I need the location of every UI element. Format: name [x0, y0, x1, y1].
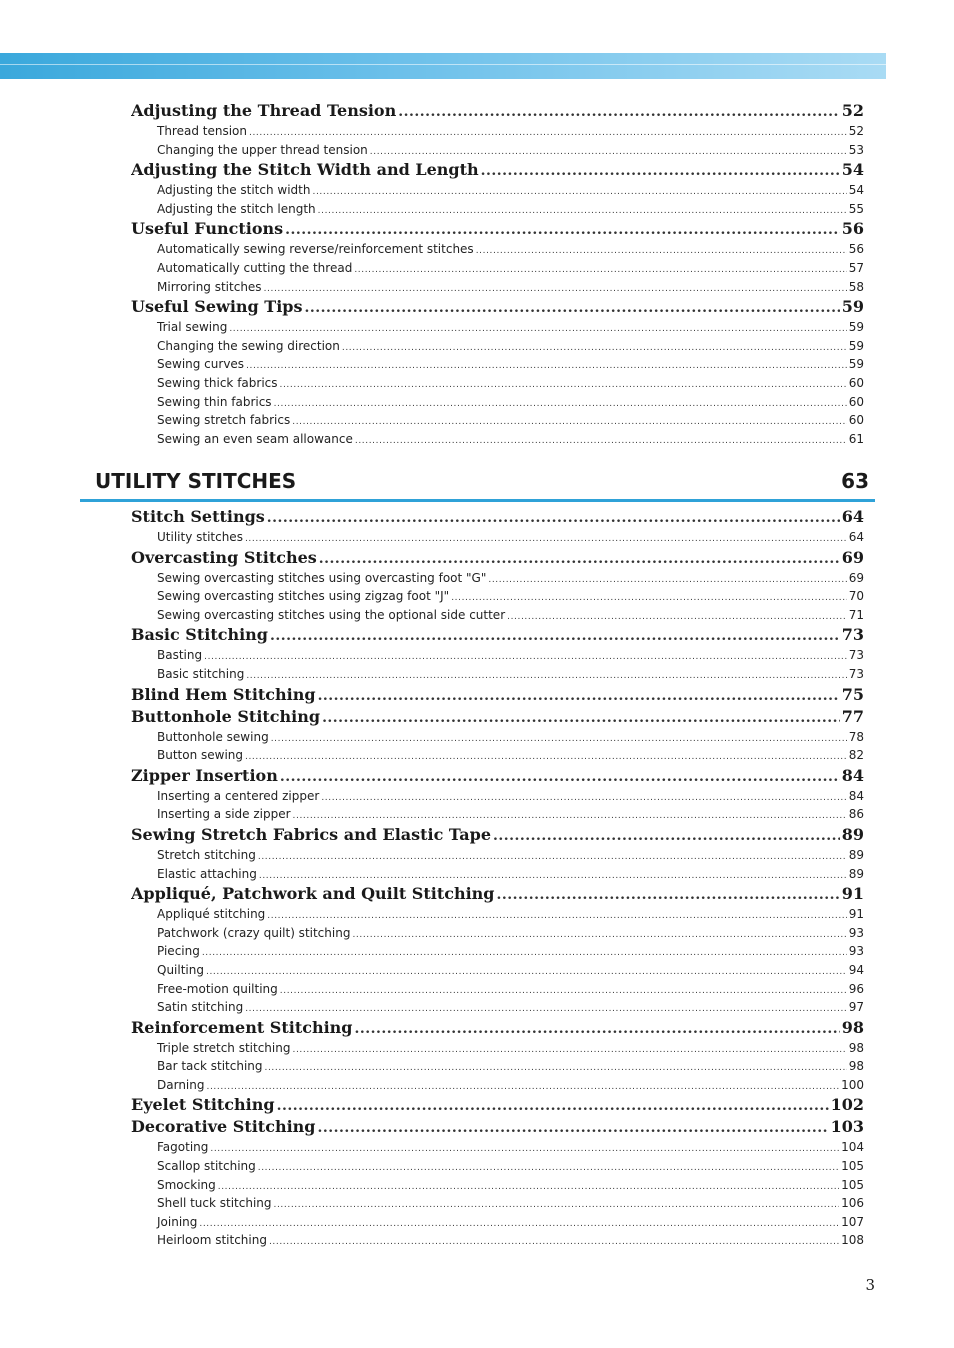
toc-dot-leader [451, 589, 847, 606]
toc-heading-title: Sewing Stretch Fabrics and Elastic Tape [131, 824, 492, 844]
toc-sub-title: Sewing overcasting stitches using the optional side cutter [157, 607, 506, 622]
toc-sub-page: 93 [848, 925, 864, 940]
toc-section-b [131, 506, 864, 1250]
toc-sub-title: Piecing [157, 944, 200, 959]
chapter-page: 63 [841, 469, 869, 493]
toc-sub-page: 59 [848, 357, 864, 372]
chapter-title: UTILITY STITCHES [95, 469, 297, 493]
toc-sub-title: Thread tension [157, 124, 247, 138]
toc-sub-page: 53 [848, 142, 864, 157]
toc-sub-entry[interactable] [131, 980, 864, 999]
toc-heading-page: 75 [841, 684, 864, 704]
toc-sub-entry[interactable] [131, 865, 864, 884]
toc-dot-leader [321, 789, 846, 806]
toc-sub-entry[interactable] [131, 569, 864, 588]
toc-heading-page: 59 [841, 297, 864, 317]
toc-heading-entry[interactable] [131, 506, 864, 528]
toc-dot-leader [246, 667, 846, 684]
toc-heading-page: 98 [841, 1017, 864, 1037]
toc-sub-title: Inserting a centered zipper [157, 788, 320, 803]
toc-sub-title: Basting [157, 648, 203, 663]
toc-dot-leader [481, 160, 840, 181]
toc-dot-leader [271, 730, 847, 747]
toc-sub-page: 98 [848, 1059, 864, 1074]
toc-sub-title: Automatically sewing reverse/reinforcement stitches [157, 242, 474, 257]
toc-sub-entry[interactable] [131, 665, 864, 684]
toc-sub-page: 94 [848, 962, 864, 977]
toc-dot-leader [398, 101, 840, 122]
toc-dot-leader [342, 339, 847, 356]
toc-sub-entry[interactable] [131, 141, 864, 160]
toc-sub-entry[interactable] [131, 318, 864, 337]
toc-heading-entry[interactable] [131, 706, 864, 728]
toc-heading-entry[interactable] [131, 1116, 864, 1138]
toc-dot-leader [317, 1117, 828, 1138]
toc-sub-page: 104 [841, 1140, 864, 1155]
toc-sub-entry[interactable] [131, 1194, 864, 1213]
toc-sub-entry[interactable] [131, 430, 864, 449]
toc-sub-entry[interactable] [131, 355, 864, 374]
toc-heading-entry[interactable] [131, 547, 864, 569]
toc-sub-entry[interactable] [131, 374, 864, 393]
toc-dot-leader [202, 944, 847, 961]
toc-sub-title: Sewing thin fabrics [157, 394, 272, 409]
toc-sub-page: 61 [848, 431, 864, 446]
toc-dot-leader [352, 926, 846, 943]
toc-heading-page: 64 [841, 507, 864, 526]
toc-sub-entry[interactable] [131, 728, 864, 747]
toc-heading-page: 84 [841, 765, 864, 785]
toc-heading-page: 56 [841, 219, 864, 239]
toc-heading-page: 102 [830, 1095, 864, 1115]
toc-dot-leader [267, 907, 846, 924]
toc-sub-page: 60 [848, 394, 864, 409]
toc-sub-entry[interactable] [131, 393, 864, 412]
toc-sub-page: 82 [848, 748, 864, 763]
toc-sub-page: 105 [841, 1177, 864, 1192]
toc-heading-title: Buttonhole Stitching [131, 706, 321, 726]
toc-sub-page: 91 [848, 907, 864, 922]
toc-sub-page: 96 [848, 981, 864, 996]
toc-dot-leader [206, 1078, 839, 1095]
toc-dot-leader [292, 1041, 846, 1058]
toc-dot-leader [370, 143, 847, 160]
toc-sub-title: Trial sewing [157, 320, 228, 335]
toc-sub-page: 54 [848, 183, 864, 198]
toc-sub-page: 56 [848, 242, 864, 257]
toc-dot-leader [270, 625, 840, 646]
toc-sub-entry[interactable] [131, 1231, 864, 1250]
toc-sub-entry[interactable] [131, 805, 864, 824]
toc-sub-entry[interactable] [131, 587, 864, 606]
toc-sub-page: 105 [841, 1159, 864, 1174]
toc-sub-page: 70 [848, 589, 864, 604]
toc-dot-leader [280, 376, 847, 393]
toc-sub-page: 60 [848, 375, 864, 390]
toc-sub-entry[interactable] [131, 1076, 864, 1095]
toc-sub-title: Changing the upper thread tension [157, 142, 368, 157]
toc-heading-title: Zipper Insertion [131, 765, 278, 785]
toc-sub-title: Utility stitches [157, 530, 243, 544]
toc-sub-entry[interactable] [131, 411, 864, 430]
toc-sub-title: Adjusting the stitch width [157, 183, 311, 198]
toc-sub-title: Smocking [157, 1177, 216, 1192]
toc-sub-entry[interactable] [131, 1057, 864, 1076]
toc-dot-leader [496, 884, 839, 905]
toc-dot-leader [246, 357, 847, 374]
toc-sub-entry[interactable] [131, 200, 864, 219]
toc-heading-title: Adjusting the Stitch Width and Length [131, 160, 479, 180]
toc-sub-entry[interactable] [131, 905, 864, 924]
toc-heading-entry[interactable] [131, 684, 864, 706]
toc-dot-leader [312, 183, 846, 200]
toc-heading-entry[interactable] [131, 100, 864, 122]
toc-dot-leader [319, 548, 840, 569]
toc-dot-leader [354, 1018, 839, 1039]
toc-sub-page: 69 [848, 570, 864, 585]
toc-sub-title: Automatically cutting the thread [157, 260, 353, 275]
toc-sub-title: Elastic attaching [157, 866, 257, 881]
toc-dot-leader [292, 413, 846, 430]
toc-sub-page: 73 [848, 648, 864, 663]
toc-heading-title: Stitch Settings [131, 507, 265, 526]
toc-dot-leader [318, 685, 840, 706]
toc-sub-title: Stretch stitching [157, 847, 256, 862]
toc-sub-page: 84 [848, 788, 864, 803]
toc-dot-leader [493, 825, 840, 846]
toc-sub-page: 106 [841, 1196, 864, 1211]
toc-sub-page: 71 [848, 607, 864, 622]
toc-heading-page: 91 [841, 884, 864, 904]
toc-sub-entry[interactable] [131, 1176, 864, 1195]
toc-sub-page: 108 [841, 1233, 864, 1248]
toc-heading-title: Reinforcement Stitching [131, 1017, 353, 1037]
toc-dot-leader [274, 1196, 840, 1213]
toc-dot-leader [280, 766, 840, 787]
toc-sub-title: Sewing thick fabrics [157, 375, 278, 390]
toc-sub-page: 60 [848, 413, 864, 428]
toc-sub-entry[interactable] [131, 846, 864, 865]
toc-sub-page: 57 [848, 260, 864, 275]
toc-sub-title: Inserting a side zipper [157, 807, 291, 822]
toc-heading-title: Blind Hem Stitching [131, 684, 316, 704]
toc-heading-page: 54 [841, 160, 864, 180]
toc-dot-leader [249, 124, 847, 141]
toc-sub-title: Changing the sewing direction [157, 338, 340, 353]
toc-heading-entry[interactable] [131, 218, 864, 240]
toc-sub-title: Sewing curves [157, 357, 245, 372]
toc-heading-title: Useful Sewing Tips [131, 297, 303, 317]
toc-dot-leader [204, 648, 847, 665]
toc-sub-title: Buttonhole sewing [157, 729, 269, 744]
toc-heading-page: 77 [841, 706, 864, 726]
page-number: 3 [865, 1276, 875, 1294]
toc-heading-page: 52 [841, 101, 864, 120]
toc-sub-title: Scallop stitching [157, 1159, 256, 1174]
toc-sub-title: Fagoting [157, 1140, 209, 1155]
toc-sub-page: 86 [848, 807, 864, 822]
toc-dot-leader [269, 1233, 839, 1250]
toc-sub-page: 98 [848, 1040, 864, 1055]
toc-dot-leader [245, 1000, 847, 1017]
toc-heading-entry[interactable] [131, 159, 864, 181]
toc-sub-title: Basic stitching [157, 666, 245, 681]
toc-heading-title: Basic Stitching [131, 625, 268, 645]
toc-dot-leader [229, 320, 846, 337]
toc-heading-entry[interactable] [131, 296, 864, 318]
toc-sub-page: 52 [848, 124, 864, 138]
toc-heading-entry[interactable] [131, 883, 864, 905]
toc-sub-page: 89 [848, 847, 864, 862]
toc-heading-title: Eyelet Stitching [131, 1095, 275, 1115]
toc-heading-page: 73 [841, 625, 864, 645]
toc-sub-title: Sewing overcasting stitches using overcasting foot "G" [157, 570, 487, 585]
toc-heading-title: Overcasting Stitches [131, 547, 317, 567]
toc-sub-entry[interactable] [131, 787, 864, 806]
toc-dot-leader [277, 1095, 829, 1116]
toc-sub-title: Triple stretch stitching [157, 1040, 291, 1055]
toc-heading-entry[interactable] [131, 824, 864, 846]
toc-sub-page: 55 [848, 201, 864, 216]
toc-sub-entry[interactable] [131, 606, 864, 625]
toc-dot-leader [293, 807, 847, 824]
toc-dot-leader [285, 219, 840, 240]
toc-dot-leader [245, 748, 847, 765]
toc-dot-leader [322, 707, 840, 728]
toc-sub-title: Heirloom stitching [157, 1233, 267, 1248]
toc-dot-leader [354, 261, 846, 278]
toc-sub-title: Quilting [157, 962, 204, 977]
toc-dot-leader [507, 608, 847, 625]
toc-dot-leader [488, 571, 846, 588]
toc-sub-page: 107 [841, 1214, 864, 1229]
toc-dot-leader [267, 507, 840, 528]
toc-sub-page: 100 [841, 1077, 864, 1092]
toc-sub-title: Joining [157, 1214, 198, 1229]
toc-sub-title: Appliqué stitching [157, 907, 266, 922]
toc-heading-page: 69 [841, 547, 864, 567]
toc-sub-entry[interactable] [131, 746, 864, 765]
toc-sub-entry[interactable] [131, 122, 864, 141]
toc-section-a [131, 100, 864, 448]
toc-heading-title: Appliqué, Patchwork and Quilt Stitching [131, 884, 495, 904]
toc-sub-entry[interactable] [131, 998, 864, 1017]
toc-sub-title: Sewing stretch fabrics [157, 413, 291, 428]
toc-dot-leader [280, 982, 847, 999]
toc-sub-entry[interactable] [131, 924, 864, 943]
toc-sub-title: Mirroring stitches [157, 279, 262, 294]
toc-dot-leader [258, 1159, 839, 1176]
toc-sub-title: Satin stitching [157, 1000, 244, 1015]
header-color-bar [0, 53, 886, 79]
toc-dot-leader [265, 1059, 847, 1076]
toc-sub-entry[interactable] [131, 278, 864, 297]
toc-sub-page: 64 [848, 530, 864, 544]
toc-heading-entry[interactable] [131, 624, 864, 646]
toc-sub-entry[interactable] [131, 646, 864, 665]
toc-heading-page: 103 [830, 1117, 864, 1137]
toc-sub-title: Button sewing [157, 748, 244, 763]
toc-sub-entry[interactable] [131, 1138, 864, 1157]
toc-sub-entry[interactable] [131, 240, 864, 259]
toc-dot-leader [258, 848, 847, 865]
toc-sub-title: Free-motion quilting [157, 981, 278, 996]
toc-dot-leader [355, 432, 847, 449]
toc-dot-leader [245, 530, 847, 547]
toc-dot-leader [206, 963, 847, 980]
toc-dot-leader [304, 297, 839, 318]
toc-sub-title: Shell tuck stitching [157, 1196, 272, 1211]
toc-heading-entry[interactable] [131, 1094, 864, 1116]
toc-sub-page: 59 [848, 338, 864, 353]
toc-sub-page: 89 [848, 866, 864, 881]
toc-sub-title: Darning [157, 1077, 205, 1092]
toc-heading-page: 89 [841, 824, 864, 844]
toc-sub-page: 59 [848, 320, 864, 335]
toc-sub-entry[interactable] [131, 1213, 864, 1232]
toc-dot-leader [218, 1178, 839, 1195]
toc-heading-title: Decorative Stitching [131, 1117, 316, 1137]
toc-sub-title: Bar tack stitching [157, 1059, 263, 1074]
toc-sub-entry[interactable] [131, 337, 864, 356]
chapter-heading[interactable] [80, 467, 875, 502]
toc-heading-entry[interactable] [131, 765, 864, 787]
toc-heading-title: Adjusting the Thread Tension [131, 101, 397, 120]
toc-sub-entry[interactable] [131, 528, 864, 547]
toc-sub-entry[interactable] [131, 1039, 864, 1058]
toc-sub-title: Sewing an even seam allowance [157, 431, 353, 446]
toc-sub-title: Sewing overcasting stitches using zigzag foot "J" [157, 589, 450, 604]
toc-sub-title: Patchwork (crazy quilt) stitching [157, 925, 351, 940]
toc-dot-leader [199, 1215, 839, 1232]
toc-sub-page: 58 [848, 279, 864, 294]
toc-dot-leader [264, 280, 847, 297]
header-bar-stripe [0, 64, 886, 65]
toc-sub-page: 73 [848, 666, 864, 681]
toc-sub-page: 78 [848, 729, 864, 744]
toc-sub-title: Adjusting the stitch length [157, 201, 316, 216]
toc-heading-title: Useful Functions [131, 219, 284, 239]
toc-dot-leader [274, 395, 847, 412]
toc-sub-entry[interactable] [131, 1157, 864, 1176]
toc-sub-entry[interactable] [131, 942, 864, 961]
toc-sub-page: 93 [848, 944, 864, 959]
toc-dot-leader [259, 867, 847, 884]
toc-sub-entry[interactable] [131, 259, 864, 278]
toc-dot-leader [210, 1140, 839, 1157]
toc-sub-entry[interactable] [131, 961, 864, 980]
toc-heading-entry[interactable] [131, 1017, 864, 1039]
toc-dot-leader [476, 242, 847, 259]
toc-sub-entry[interactable] [131, 181, 864, 200]
toc-dot-leader [318, 202, 847, 219]
toc-sub-page: 97 [848, 1000, 864, 1015]
